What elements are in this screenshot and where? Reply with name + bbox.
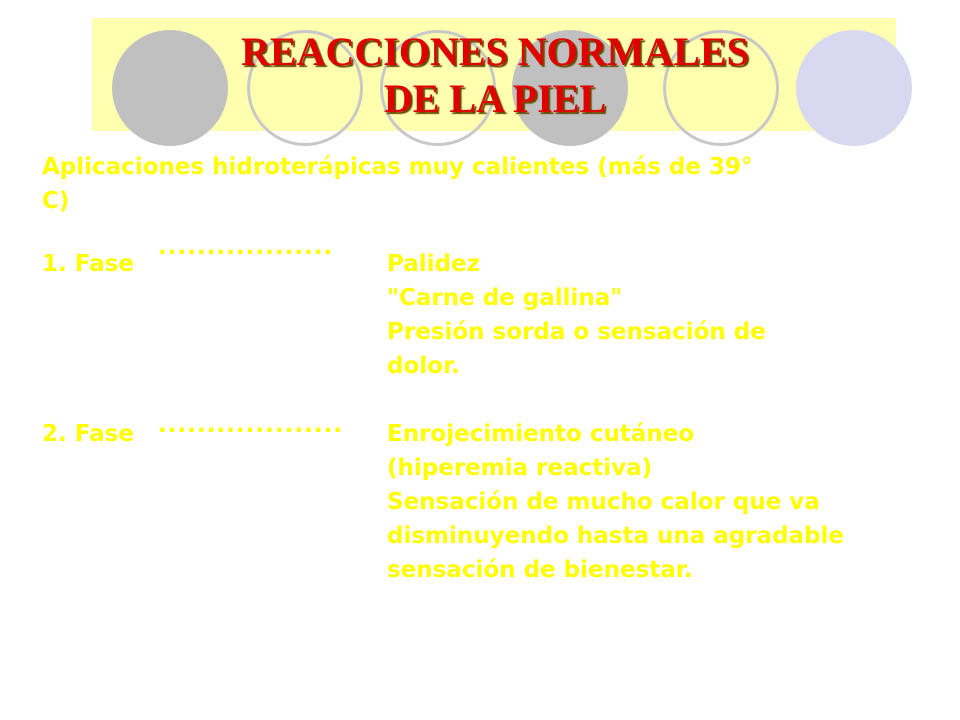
phase-2-line-3: Sensación de mucho calor que va: [387, 489, 820, 515]
title-line-2: DE LA PIEL: [383, 76, 607, 121]
intro-line-2: C): [42, 188, 70, 214]
phase-2-description: [387, 417, 844, 587]
phase-2-label: 2. Fase: [42, 421, 134, 447]
phase-1-line-2: "Carne de gallina": [387, 285, 623, 311]
phase-1-description: [387, 247, 766, 383]
phase-1-label: 1. Fase: [42, 251, 134, 277]
phase-1-line-3: Presión sorda o sensación de: [387, 319, 766, 345]
phase-1-line-1: Palidez: [387, 251, 480, 277]
phase-2-line-4: disminuyendo hasta una agradable: [387, 523, 845, 549]
slide-title: [0, 28, 960, 122]
phase-2-line-1: Enrojecimiento cutáneo: [387, 421, 695, 447]
intro-text: [42, 150, 753, 218]
phase-1-leader-dots: ··················: [158, 240, 334, 266]
title-line-1: REACCIONES NORMALES: [241, 29, 749, 74]
intro-line-1: Aplicaciones hidroterápicas muy calientes (más de 39°: [42, 154, 753, 180]
phase-1-line-4: dolor.: [387, 353, 460, 379]
phase-2-line-2: (hiperemia reactiva): [387, 455, 653, 481]
phase-2-line-5: sensación de bienestar.: [387, 557, 693, 583]
phase-2-leader-dots: ···················: [158, 418, 344, 444]
